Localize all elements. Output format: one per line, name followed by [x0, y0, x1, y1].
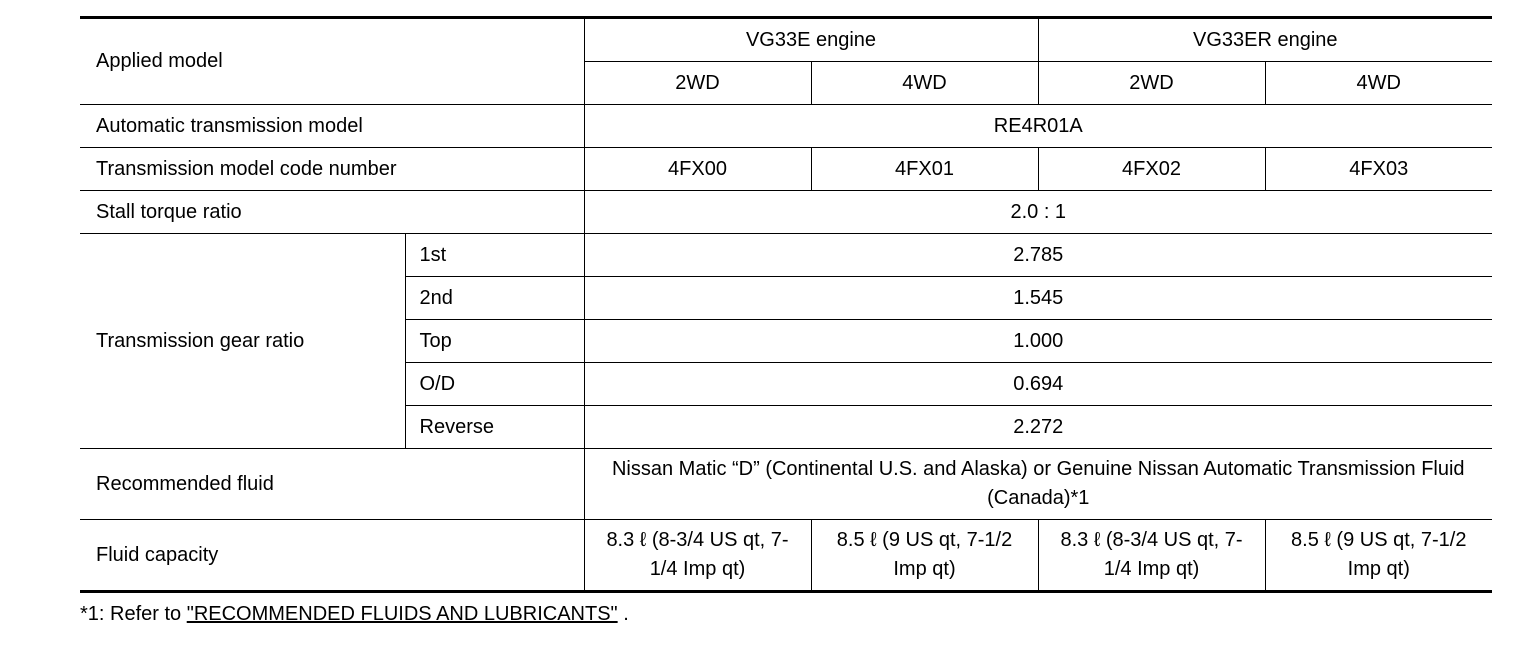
gear-name: O/D [405, 363, 584, 406]
gear-ratio-value: 2.272 [584, 406, 1492, 449]
table-row [80, 105, 1492, 148]
code-number-value: 4FX00 [584, 148, 811, 191]
at-model-label: Automatic transmission model [80, 105, 584, 148]
capacity-value: 8.5 ℓ (9 US qt, 7-1/2 Imp qt) [811, 520, 1038, 592]
engine-header-vg33e: VG33E engine [584, 18, 1038, 62]
at-model-value: RE4R01A [584, 105, 1492, 148]
table-row [80, 449, 1492, 520]
gear-name: Top [405, 320, 584, 363]
code-number-value: 4FX02 [1038, 148, 1265, 191]
drive-header: 2WD [584, 62, 811, 105]
code-number-label: Transmission model code number [80, 148, 584, 191]
gear-ratio-label: Transmission gear ratio [80, 234, 405, 449]
gear-name: 2nd [405, 277, 584, 320]
capacity-label: Fluid capacity [80, 520, 584, 592]
engine-header-vg33er: VG33ER engine [1038, 18, 1492, 62]
recommended-fluids-link[interactable]: "RECOMMENDED FLUIDS AND LUBRICANTS" [186, 603, 618, 625]
gear-name: 1st [405, 234, 584, 277]
gear-ratio-value: 1.000 [584, 320, 1492, 363]
table-row [80, 520, 1492, 592]
capacity-value: 8.3 ℓ (8-3/4 US qt, 7-1/4 Imp qt) [1038, 520, 1265, 592]
drive-header: 4WD [811, 62, 1038, 105]
stall-torque-label: Stall torque ratio [80, 191, 584, 234]
applied-model-label: Applied model [80, 18, 584, 105]
gear-name: Reverse [405, 406, 584, 449]
table-row [80, 18, 1492, 62]
stall-torque-value: 2.0 : 1 [584, 191, 1492, 234]
table-row [80, 234, 1492, 277]
capacity-value: 8.3 ℓ (8-3/4 US qt, 7-1/4 Imp qt) [584, 520, 811, 592]
code-number-value: 4FX01 [811, 148, 1038, 191]
table-row [80, 148, 1492, 191]
gear-ratio-value: 1.545 [584, 277, 1492, 320]
drive-header: 4WD [1265, 62, 1492, 105]
specification-table [80, 16, 1492, 593]
footnote-suffix: . [617, 603, 629, 625]
footnote [80, 600, 629, 628]
drive-header: 2WD [1038, 62, 1265, 105]
gear-ratio-value: 2.785 [584, 234, 1492, 277]
code-number-value: 4FX03 [1265, 148, 1492, 191]
fluid-label: Recommended fluid [80, 449, 584, 520]
fluid-value: Nissan Matic “D” (Continental U.S. and Alaska) or Genuine Nissan Automatic Transmission Fluid (Canada)*1 [584, 449, 1492, 520]
capacity-value: 8.5 ℓ (9 US qt, 7-1/2 Imp qt) [1265, 520, 1492, 592]
table-row [80, 191, 1492, 234]
footnote-prefix: *1: Refer to [80, 603, 187, 625]
gear-ratio-value: 0.694 [584, 363, 1492, 406]
